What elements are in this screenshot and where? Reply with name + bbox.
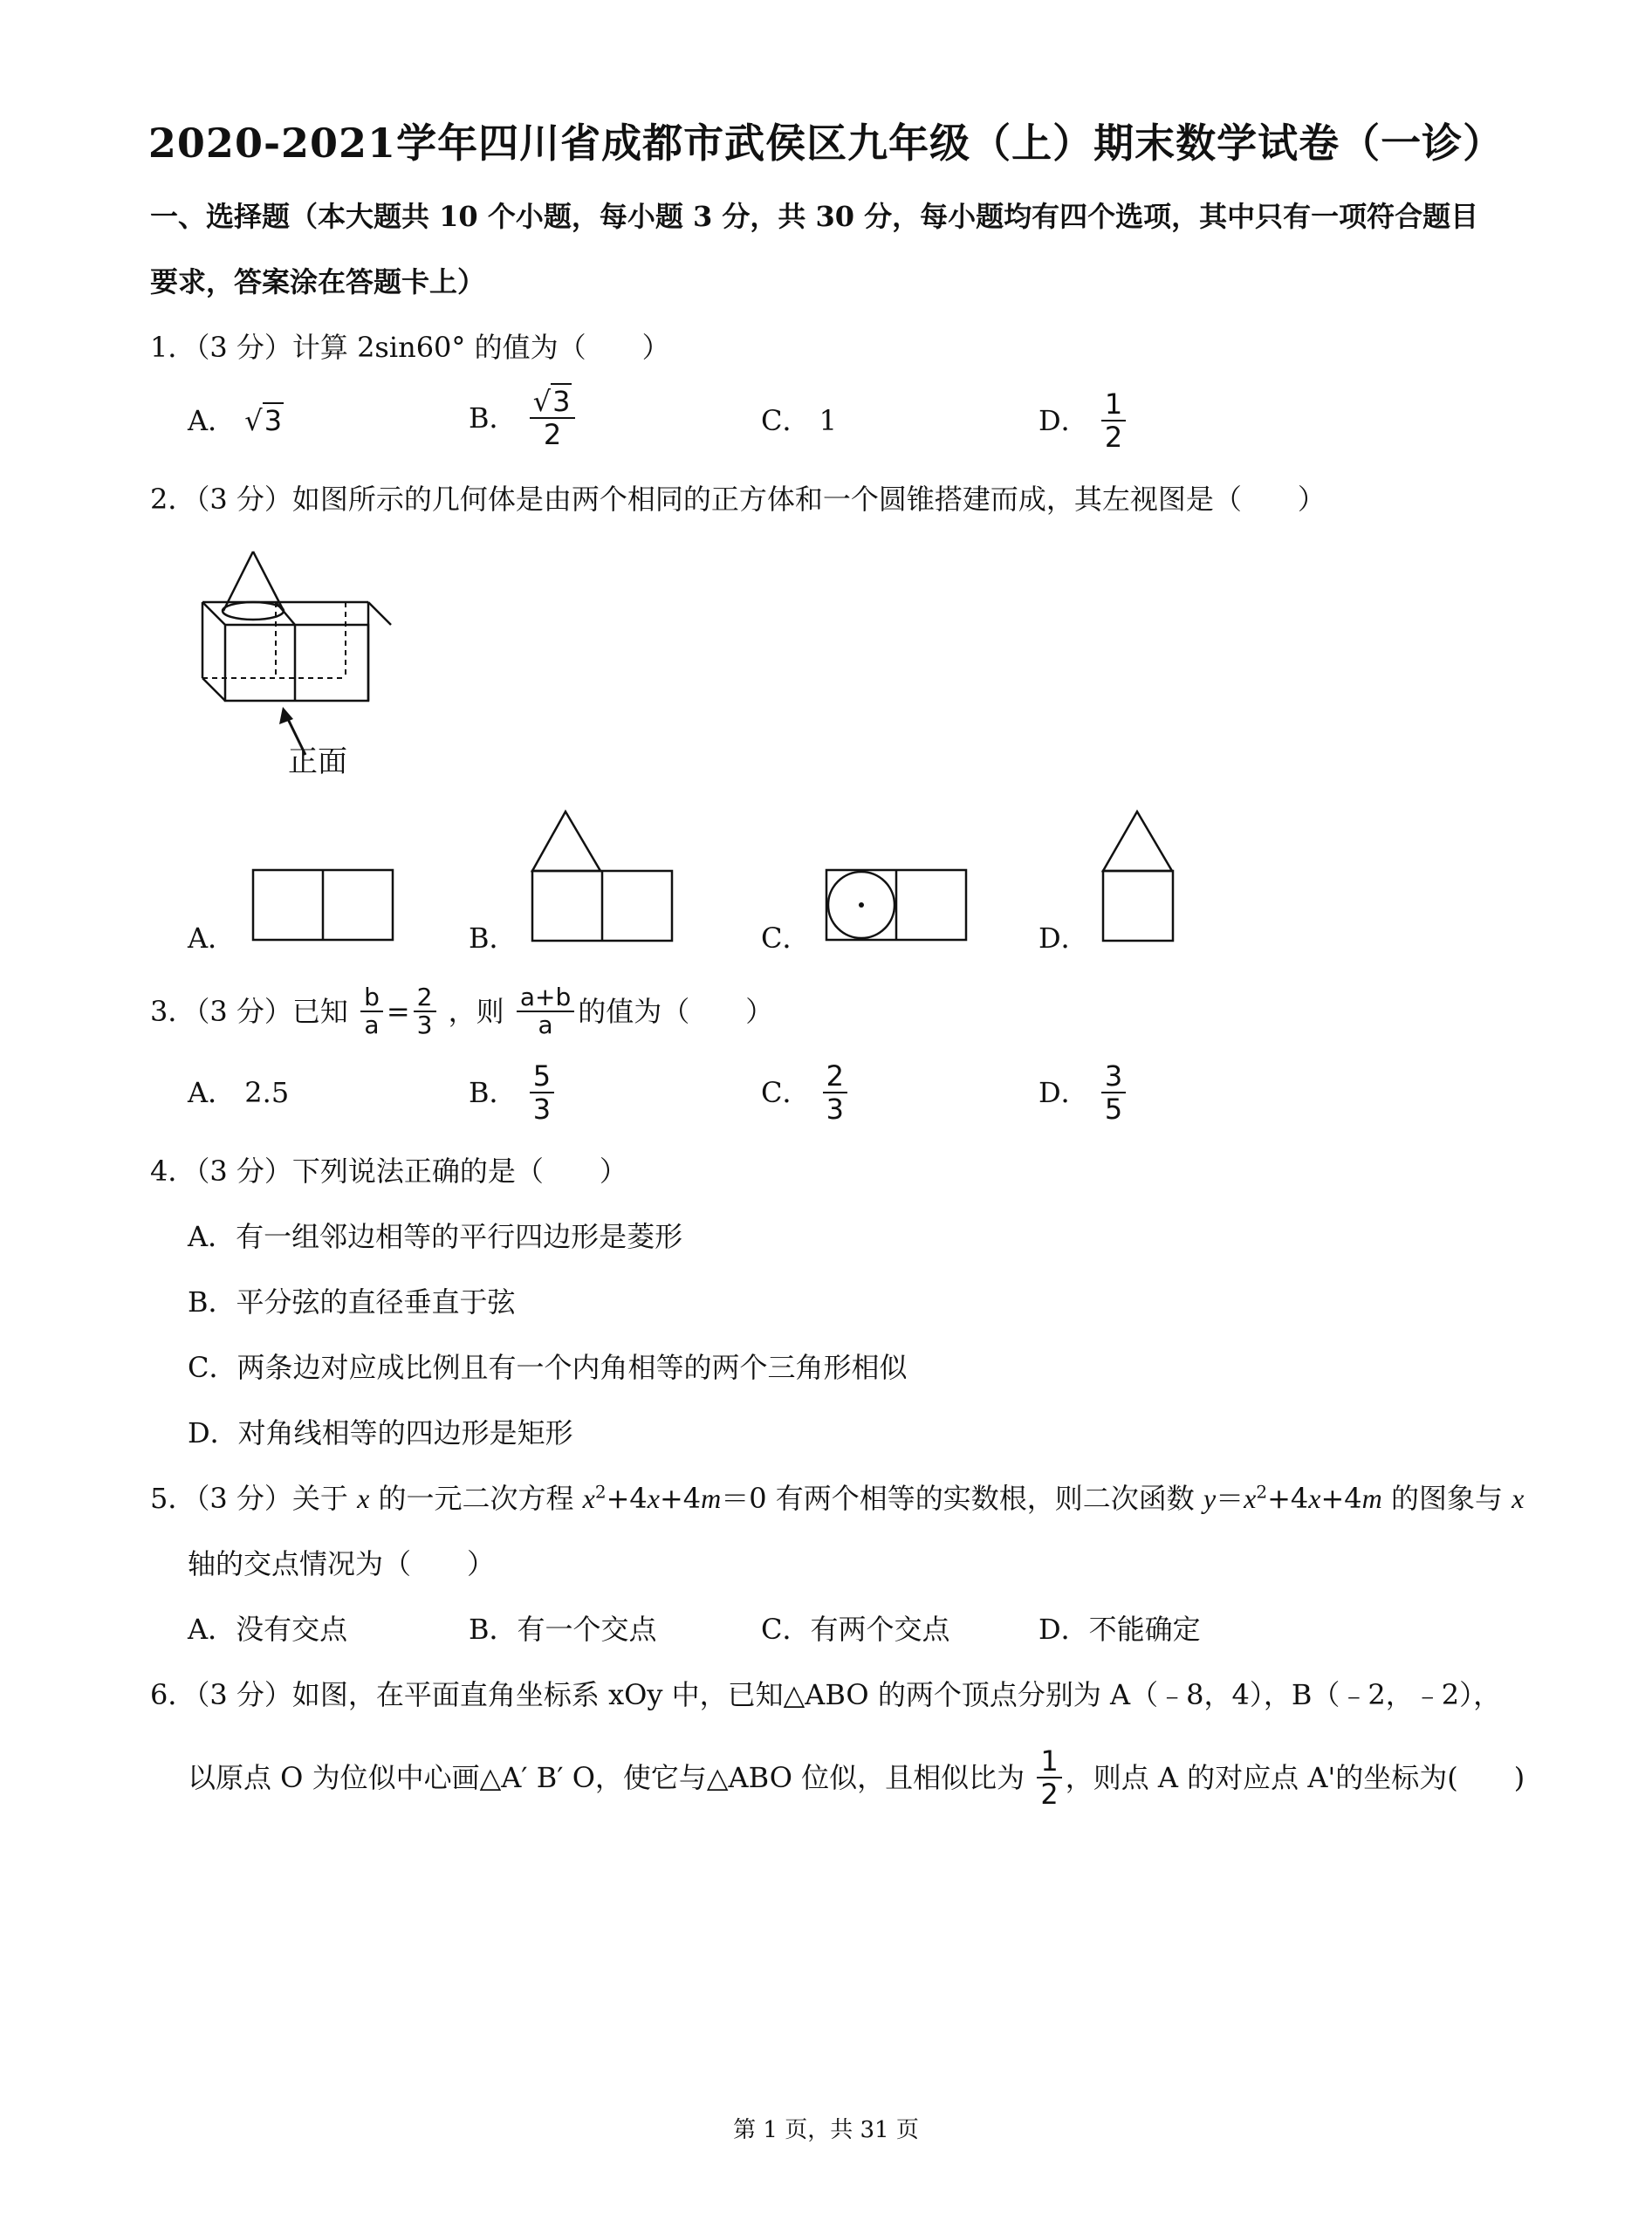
q5-option-a: A．没有交点 <box>188 1613 348 1646</box>
q3-option-d: D． $\frac{3}{5}$ <box>1038 1060 1129 1125</box>
q2-front-label: 正面 <box>288 744 347 779</box>
fraction: $\frac{1}{2}$ <box>1101 388 1126 453</box>
q1-option-a: A． √3 <box>188 404 283 437</box>
q4-stem: 4．（3 分）下列说法正确的是（ ） <box>150 1155 627 1188</box>
sqrt-symbol: √3 <box>244 404 283 437</box>
q4-option-c: C．两条边对应成比例且有一个内角相等的两个三角形相似 <box>188 1351 908 1384</box>
page-footer: 第 1 页，共 31 页 <box>733 2117 919 2143</box>
section-heading-line2: 要求，答案涂在答题卡上） <box>150 265 486 298</box>
q1-option-c: C． 1 <box>761 404 838 437</box>
q5-stem-line2: 轴的交点情况为（ ） <box>188 1547 496 1580</box>
q2-stem: 2．（3 分）如图所示的几何体是由两个相同的正方体和一个圆锥搭建而成，其左视图是（ ） <box>150 483 1326 516</box>
q2-option-b-label: B． <box>469 922 518 955</box>
q1-stem: 1．（3 分）计算 2sin60° 的值为（ ） <box>150 331 670 364</box>
fraction: $\frac{√3}{2}$ <box>530 386 576 450</box>
q1-option-b: B． $\frac{√3}{2}$ <box>469 386 579 450</box>
q2-option-d-figure <box>1101 810 1176 942</box>
q2-option-d-label: D． <box>1038 922 1089 955</box>
fraction: $\frac{1}{2}$ <box>1037 1745 1061 1810</box>
q5-option-b: B．有一个交点 <box>469 1613 657 1646</box>
q2-option-a-figure <box>251 868 395 942</box>
fraction: $\frac{2}{3}$ <box>414 984 436 1038</box>
page-title: 2020-2021学年四川省成都市武侯区九年级（上）期末数学试卷（一诊） <box>147 120 1505 167</box>
fraction: $\frac{5}{3}$ <box>530 1060 554 1125</box>
q5-stem-line1: 5．（3 分）关于 x 的一元二次方程 $x^2+4x+4m=0$ 有两个相等的实数根，则二次函数 $y=x^2+4x+4m$ 的图象与 x <box>150 1481 1525 1515</box>
q4-option-b: B．平分弦的直径垂直于弦 <box>188 1285 516 1319</box>
q2-option-a-label: A． <box>188 922 236 955</box>
q5-option-c: C．有两个交点 <box>761 1613 950 1646</box>
q4-option-a: A．有一组邻边相等的平行四边形是菱形 <box>188 1220 683 1253</box>
q5-option-d: D．不能确定 <box>1038 1613 1201 1646</box>
fraction: $\frac{2}{3}$ <box>823 1060 847 1125</box>
fraction: $\frac{b}{a}$ <box>360 984 383 1038</box>
q3-option-c: C． $\frac{2}{3}$ <box>761 1060 851 1125</box>
q6-stem-line2: 以原点 O 为位似中心画△A′ B′ O，使它与△ABO 位似，且相似比为 $\frac{1}{2}$ ，则点 A 的对应点 A'的坐标为( ) <box>188 1744 1525 1811</box>
q2-option-c-figure <box>825 868 969 942</box>
q3-option-a: A． 2.5 <box>188 1076 290 1109</box>
q3-option-b: B． $\frac{5}{3}$ <box>469 1060 558 1125</box>
fraction: $\frac{a+b}{a}$ <box>517 984 574 1038</box>
q2-option-b-figure <box>531 810 675 942</box>
fraction: $\frac{3}{5}$ <box>1101 1060 1126 1125</box>
q6-stem-line1: 6．（3 分）如图，在平面直角坐标系 xOy 中，已知△ABO 的两个顶点分别为 A（﹣8，4），B（﹣2，﹣2）， <box>150 1678 1502 1711</box>
section-heading-line1: 一、选择题（本大题共 10 个小题，每小题 3 分，共 30 分，每小题均有四个选项，其中只有一项符合题目 <box>150 200 1479 233</box>
q1-option-d: D． $\frac{1}{2}$ <box>1038 388 1129 453</box>
q3-stem: 3．（3 分）已知 $\frac{b}{a}$ = $\frac{2}{3}$ ，则 $\frac{a+b}{a}$ 的值为（ ） <box>150 983 774 1039</box>
q4-option-d: D．对角线相等的四边形是矩形 <box>188 1416 573 1449</box>
q2-option-c-label: C． <box>761 922 811 955</box>
